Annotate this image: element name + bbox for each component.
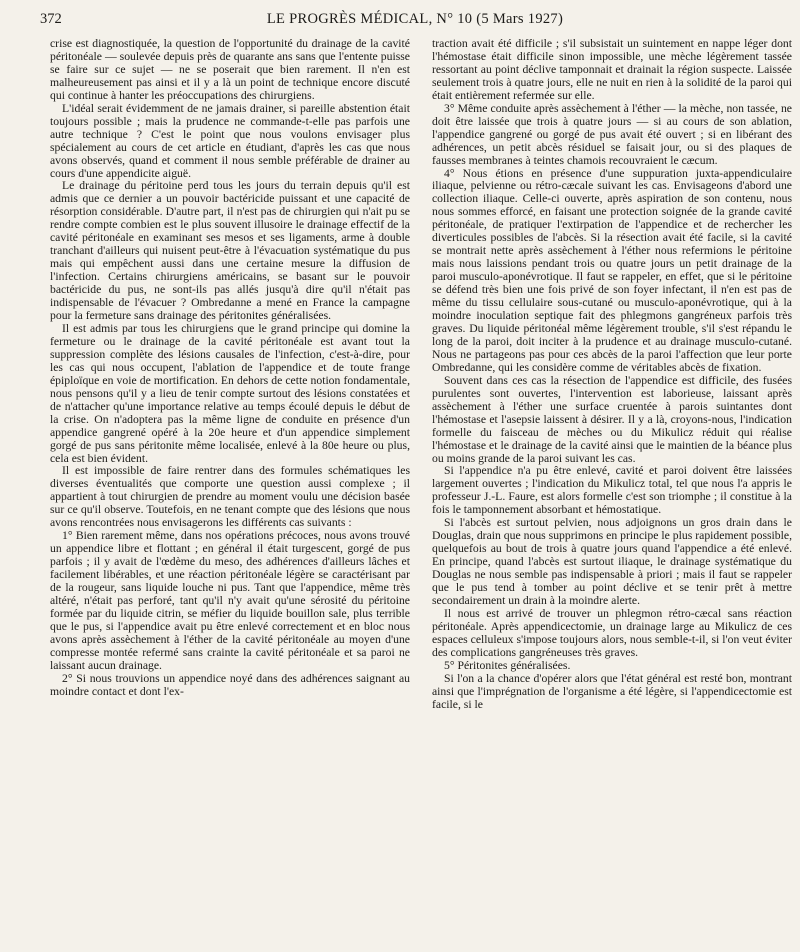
paragraph: 3° Même conduite après assèchement à l'éther — la mèche, non tassée, ne doit être laissée que trois à quatre jours — si au cours de son ablation, l'appendice gangrené ou gorgé de pus avait été ouvert ; si en libérant des adhérences, un petit abcès résiduel se faisait jour, ou si des plaques de fausses membranes à teintes chamois recouvraient le cæcum.: [432, 101, 792, 167]
paragraph: Si l'abcès est surtout pelvien, nous adjoignons un gros drain dans le Douglas, drain que nous supprimons en principe le plus rapidement possible, quelquefois au bout de trois à quatre jours quand l'appendice a été enlevé. En principe, quand l'abcès est surtout iliaque, le drainage systématique du Douglas ne nous semble pas indispensable à priori ; mais il faut se rappeler que le pus tend à tomber au point déclive et se tenir prêt à mettre secondairement un drain à la moindre alerte.: [432, 516, 792, 607]
paragraph: 4° Nous étions en présence d'une suppuration juxta-appendiculaire iliaque, pelvienne ou rétro-cæcale suivant les cas. Envisageons d'abord une collection iliaque. Celle-ci ouverte, après aspiration de son contenu, nous nous sommes efforcé, en faisant une protection soignée de la grande cavité péritonéale, de pratiquer l'extirpation de l'appendice et de rechercher les diverticules possibles de l'abcès. Si la résection avait été facile, si la cavité se montrait nette après assèchement à l'éther nous refermions le péritoine mais nous laissions pendant trois ou quatre jours un petit drainage de la paroi musculo-aponévrotique. Il faut se rappeler, en effet, que si le péritoine se défend très bien une fois privé de son foyer infectant, il n'en est pas de même du tissu cellulaire sous-cutané ou musculo-aponévrotique, qui à la moindre inoculation septique fait des phlegmons gangréneux parfois très graves. Du liquide péritonéal même légèrement trouble, s'il s'est répandu le long de la paroi, doit inciter à la prudence et au drainage musculo-cutané. Nous ne partageons pas pour ces abcès de la paroi l'affection que leur porte Ombredanne, qui les considère comme de véritables abcès de fixation.: [432, 166, 792, 374]
paragraph: Il est impossible de faire rentrer dans des formules schématiques les diverses éventualités que comporte une question aussi complexe ; il appartient à tout chirurgien de prendre au moment voulu une décision basée sur ce qu'il observe. Toutefois, en ne tenant compte que des lésions que nous avons rencontrées nous envisagerons les différents cas suivants :: [50, 464, 410, 530]
paragraph: Si l'appendice n'a pu être enlevé, cavité et paroi doivent être laissées largement ouvertes ; l'indication du Mikulicz total, tel que nous l'a appris le professeur J.-L. Faure, est alors formelle c'est son triomphe ; il constitue à la fois le tamponnement absorbant et hémostatique.: [432, 464, 792, 517]
paragraph: Si l'on a la chance d'opérer alors que l'état général est resté bon, montrant ainsi que l'imprégnation de l'organisme a été légère, si l'appendicectomie est facile, si le: [432, 671, 792, 711]
paragraph: traction avait été difficile ; s'il subsistait un suintement en nappe léger dont l'hémostase était difficile sinon impossible, une mèche légèrement tassée ressortant au point déclive tamponnait et drainait la région suspecte. Laissée seulement trois à quatre jours, elle ne nuit en rien à la solidité de la paroi qui était entièrement refermée sur elle.: [432, 38, 792, 102]
paragraph: Souvent dans ces cas la résection de l'appendice est difficile, des fusées purulentes sont ouvertes, l'intervention est laborieuse, laissant après assèchement à l'éther une surface cruentée à parois suintantes dont l'hémostase et l'asepsie laissent à désirer. Il y a là, croyons-nous, l'indication formelle du faisceau de mèches ou du Mikulicz réduit qui réalise l'hémostase et le drainage de la cavité ainsi que le maintien de la béance plus ou moins grande de la paroi suivant les cas.: [432, 373, 792, 465]
paragraph: Le drainage du péritoine perd tous les jours du terrain depuis qu'il est admis que ce dernier a un pouvoir bactéricide puissant et une capacité de résorption considérable. D'autre part, il n'est pas de chirurgien qui n'ait pu se rendre compte combien est le plus souvent illusoire le drainage effectif de la cavité péritonéale en examinant ses mesos et ses ligaments, arme à double tranchant d'ailleurs qui nuisent peut-être à l'évacuation systématique du pus mais qui empêchent aussi dans une certaine mesure la diffusion de l'infection. Certains chirurgiens américains, se basant sur le pouvoir bactéricide du pus, ne sont-ils pas allés jusqu'à dire qu'il n'était pas indispensable de l'évacuer ? Ombredanne a mené en France la campagne pour la fermeture sans drainage des péritonites généralisées.: [50, 179, 410, 323]
paragraph: 5° Péritonites généralisées.: [444, 658, 571, 672]
journal-title: LE PROGRÈS MÉDICAL, N° 10 (5 Mars 1927): [266, 11, 564, 27]
paragraph: L'idéal serait évidemment de ne jamais drainer, si pareille abstention était toujours possible ; mais la prudence ne commande-t-elle pas parfois une autre technique ? C'est le point que nous voulons envisager plus spécialement au cours de cet article en étudiant, d'après les cas que nous avons observés, quand et comment il nous semble préférable de drainer au cours d'une appendicite aiguë.: [50, 101, 410, 180]
paragraph: Il nous est arrivé de trouver un phlegmon rétro-cæcal sans réaction péritonéale. Après appendicectomie, un drainage large au Mikulicz de ces espaces celluleux s'impose toujours alors, nous semble-t-il, si l'on veut éviter des complications gangréneuses très graves.: [432, 606, 792, 659]
paragraph: 1° Bien rarement même, dans nos opérations précoces, nous avons trouvé un appendice libre et flottant ; en général il était turgescent, gorgé de pus parfois ; il y avait de l'œdème du meso, des adhérences d'ailleurs lâches et facilement libérables, et une réaction péritonéale légère se caractérisant par de la rougeur, sans liquide louche ni pus. Tant que l'appendice, même très altéré, n'était pas perforé, tant qu'il n'y avait qu'une sérosité du péritoine formée par du liquide citrin, se méfier du liquide bouillon sale, plus terrible que le pus, si l'appendice avait pu être enlevé correctement et en bloc nous avons après assèchement à l'éther de la cavité péritonéale au moyen d'une compresse montée refermé sans crainte la cavité péritonéale et sa paroi ne laissant aucun drainage.: [50, 529, 410, 672]
right-column: [432, 38, 792, 943]
page-number: 372: [40, 11, 62, 27]
paragraph: crise est diagnostiquée, la question de l'opportunité du drainage de la cavité péritonéale — soulevée depuis près de quarante ans sans que l'entente puisse se faire sur ce sujet — ne se poserait que bien rarement. Il n'en est malheureusement pas ainsi et il y a là un point de technique encore discuté qui continue à hanter les préoccupations des chirurgiens.: [50, 38, 410, 102]
left-column: [50, 38, 410, 943]
page-header: [40, 8, 790, 30]
paragraph: Il est admis par tous les chirurgiens que le grand principe qui domine la fermeture ou le drainage de la cavité péritonéale est avant tout la suppression complète des lésions causales de l'infection, c'est-à-dire, pour les cas qui nous occupent, l'ablation de l'appendice et de toute frange épiploïque en voie de mortification. En dehors de cette notion fondamentale, nous pensons qu'il y a lieu de tenir compte surtout des lésions constatées et de n'attacher qu'une importance relative au temps écoulé depuis le début de la crise. On n'adoptera pas la même ligne de conduite en présence d'un appendice gangrené opéré à la 20e heure et d'un appendice simplement gorgé de pus sans péritonite même localisée, enlevé à la 80e heure ou plus, cela est bien évident.: [50, 321, 410, 465]
paragraph: 2° Si nous trouvions un appendice noyé dans des adhérences saignant au moindre contact et dont l'ex-: [50, 671, 410, 698]
